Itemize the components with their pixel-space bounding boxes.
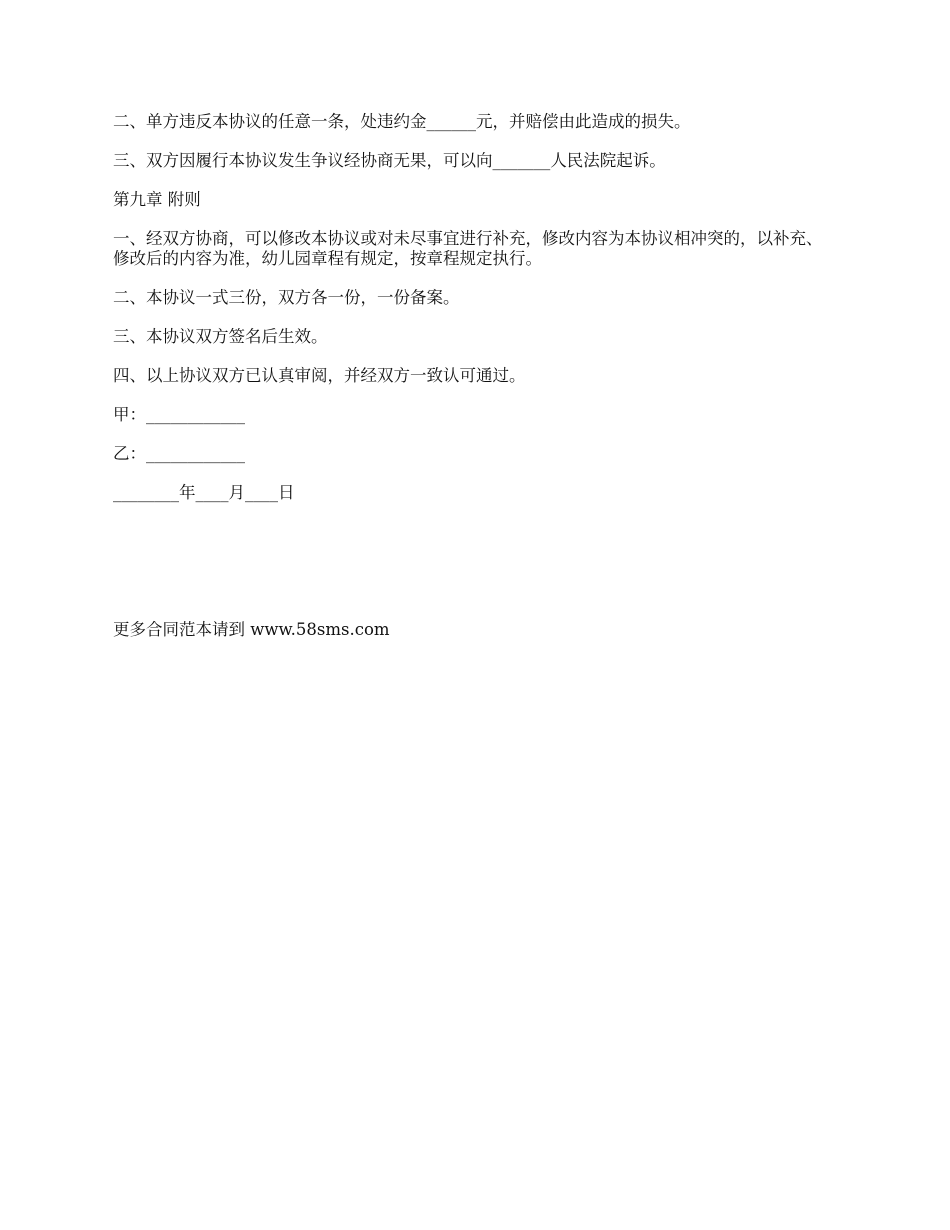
document-body <box>113 112 835 522</box>
date-line: ________年____月____日 <box>113 483 295 502</box>
clause-copies: 二、本协议一式三份，双方各一份，一份备案。 <box>113 288 460 307</box>
clause-penalty: 二、单方违反本协议的任意一条，处违约金______元，并赔偿由此造成的损失。 <box>113 112 691 131</box>
clause-amendment: 一、经双方协商，可以修改本协议或对未尽事宜进行补充，修改内容为本协议相冲突的，以补充、修改后的内容为准，幼儿园章程有规定，按章程规定执行。 <box>113 229 823 268</box>
clause-effective: 三、本协议双方签名后生效。 <box>113 327 328 346</box>
party-b-signature-line: 乙：____________ <box>113 444 245 463</box>
clause-dispute: 三、双方因履行本协议发生争议经协商无果，可以向_______人民法院起诉。 <box>113 151 666 170</box>
footer-note: 更多合同范本请到 www.58sms.com <box>113 620 390 639</box>
party-a-signature-line: 甲：____________ <box>113 405 245 424</box>
clause-acknowledgement: 四、以上协议双方已认真审阅，并经双方一致认可通过。 <box>113 366 526 385</box>
chapter-heading: 第九章 附则 <box>113 190 201 209</box>
